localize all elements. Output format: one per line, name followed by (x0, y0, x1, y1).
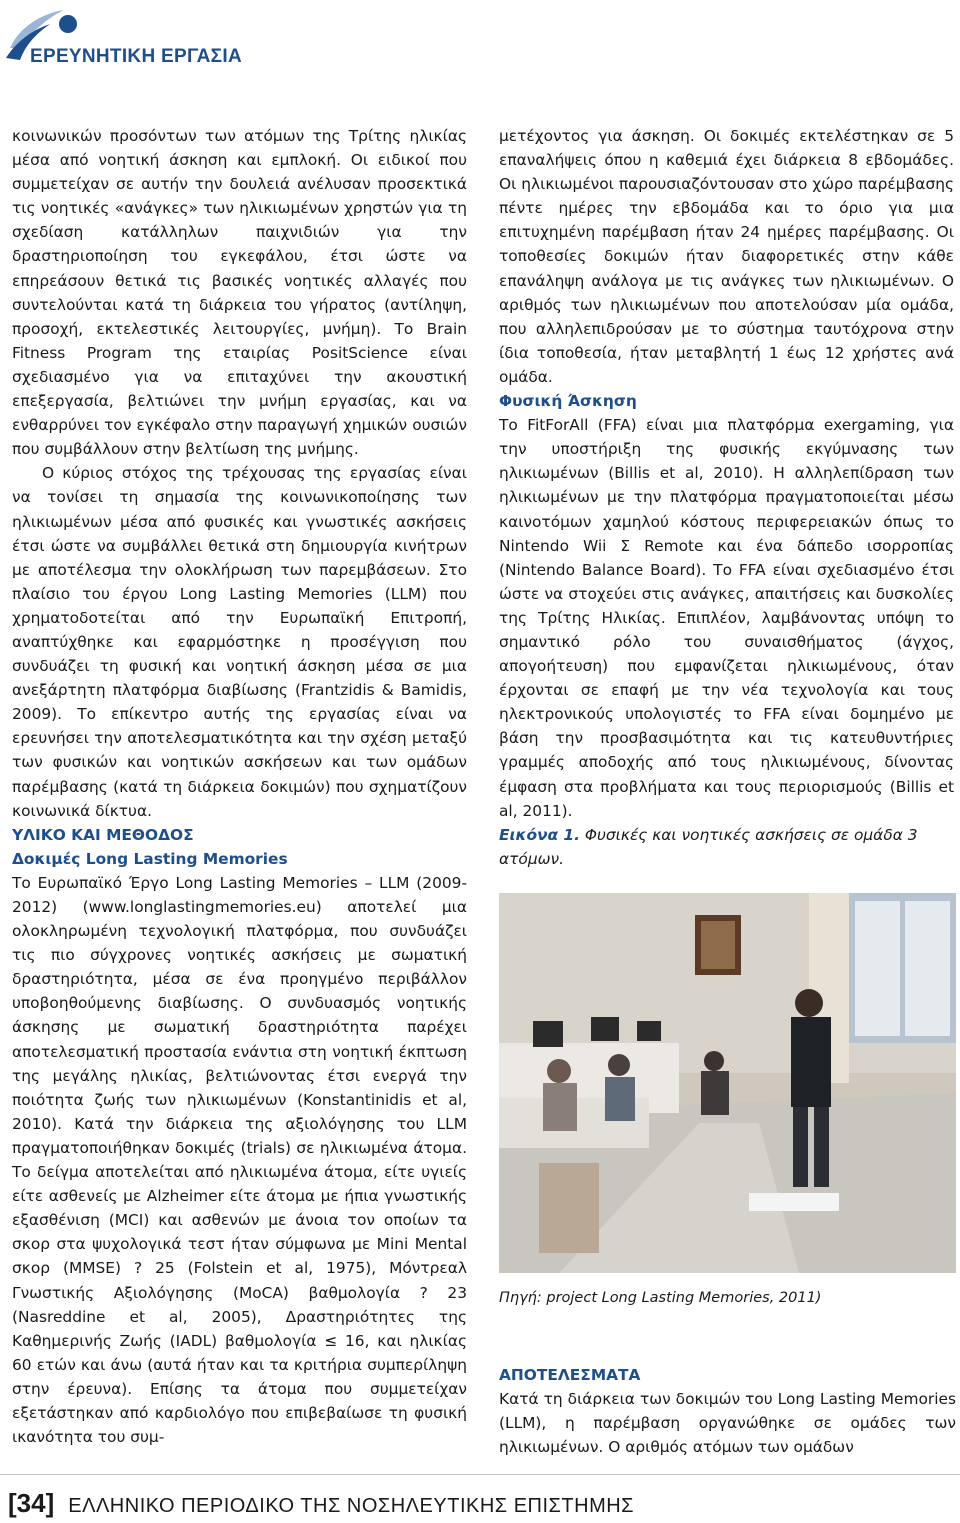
section-label: ΕΡΕΥΝΗΤΙΚΗ ΕΡΓΑΣΙΑ (30, 46, 242, 67)
subheading-trials: Δοκιμές Long Lasting Memories (12, 849, 288, 868)
photo-credit: Πηγή: project Long Lasting Memories, 2011) (499, 1290, 822, 1306)
results-paragraph: Κατά τη διάρκεια των δοκιμών του Long Lasting Memories (LLM), η παρέμβαση οργανώθηκε σε ομάδες των ηλικιωμένων. Ο αριθμός ατόμων των ομάδων (499, 1390, 956, 1457)
right-paragraph-1: μετέχοντος για άσκηση. Οι δοκιμές εκτελέστηκαν σε 5 επαναλήψεις όπου η καθεμιά έχει διάρκεια 8 εβδομάδες. Οι ηλικιωμένοι παρουσιαζόντουσαν στο χώρο παρέμβασης πέντε ημέρες την εβδομάδα και το όριο για μια επιτυχημένη παρέμβαση ήταν 24 ημέρες παρέμβασης. Οι τοποθεσίες δοκιμών ήταν διαφορετικές στην κάθε επανάληψη ανάλογα με τις ανάγκες των ηλικιωμένων. Ο αριθμός των ηλικιωμένων που αποτελούσαν μία ομάδα, που αλληλεπιδρούσαν με το σύστημα ταυτόχρονα στην ίδια τοποθεσία, ήταν μεταβλητή 1 έως 12 χρήστες ανά ομάδα. (499, 127, 954, 386)
right-paragraph-2: Το FitForAll (FFA) είναι μια πλατφόρμα exergaming, για την υποστήριξη της φυσικής εκγύμνασης των ηλικιωμένων (Billis et al, 2010). Η αλληλεπίδραση των ηλικιωμένων με την πλατφόρμα πραγματοποιείται μέσω καινοτόμων χαμηλού κόστους περιφερειακών όπως το Nintendo Wii Σ Remote και ένα δάπεδο ισορροπίας (Nintendo Balance Board). Το FFA είναι σχεδιασμένο έτσι ώστε να στοχεύει στις ανάγκες, απαιτήσεις και δυσκολίες της Τρίτης Ηλικίας. Επιπλέον, λαμβάνοντας υπόψη το σημαντικό ρόλο του συναισθήματος (άγχος, απογοήτευση) που εμφανίζεται ηλικιωμένους, όταν έρχονται σε επαφή με την νέα τεχνολογία και τους ηλεκτρονικούς υπολογιστές το FFA είναι δομημένο με βάση την προσβασιμότητα και τις κατευθυντήριες γραμμές αποδοχής από τους ηλικιωμένους, δίνοντας έμφαση στα προβλήματα και τους περιορισμούς (Billis et al, 2011). (499, 416, 954, 820)
results-section (499, 1363, 956, 1459)
left-paragraph-2: Ο κύριος στόχος της τρέχουσας της εργασίας είναι να τονίσει τη σημασία της κοινωνικοποίησης των ηλικιωμένων μέσα από φυσικές και γνωστικές ασκήσεις έτσι ώστε να συμβάλλει θετικά στη δημιουργία κινήτρων με αποτέλεσμα την ολοκλήρωση των παρεμβάσεων. Στο πλαίσιο του έργου Long Lasting Memories (LLM) που χρηματοδοτείται από την Ευρωπαϊκή Επιτροπή, αναπτύχθηκε και εφαρμόστηκε η προσέγγιση που συνδυάζει τη φυσική και νοητική άσκηση μέσα σε μια ανεξάρτητη πλατφόρμα διαβίωσης (Frantzidis & Bamidis, 2009). Το επίκεντρο αυτής της εργασίας είναι να ερευνήσει την αποτελεσματικότητα και την σχέση μεταξύ των φυσικών και νοητικών ασκήσεων και των ομάδων παρέμβασης (κατά τη διάρκεια δοκιμών) που σχηματίζουν κοινωνικά δίκτυα. (12, 464, 467, 820)
heading-methods: ΥΛΙΚΟ ΚΑΙ ΜΕΘΟΔΟΣ (12, 825, 194, 844)
figure-caption-text: Φυσικές και νοητικές ασκήσεις σε ομάδα 3 ατόμων. (499, 825, 918, 868)
page-footer (8, 1488, 634, 1519)
journal-name: ΕΛΛΗΝΙΚΟ ΠΕΡΙΟΔΙΚΟ ΤΗΣ ΝΟΣΗΛΕΥΤΙΚΗΣ ΕΠΙΣΤΗΜΗΣ (68, 1495, 635, 1517)
figure-photo (499, 893, 956, 1273)
heading-results: ΑΠΟΤΕΛΕΣΜΑΤΑ (499, 1366, 641, 1384)
figure-caption (499, 823, 954, 871)
left-paragraph-1: κοινωνικών προσόντων των ατόμων της Τρίτης ηλικίας μέσα από νοητική άσκηση και εμπλοκή. Οι ειδικοί που συμμετείχαν σε αυτήν την δουλειά ανέλυσαν προσεκτικά τις νοητικές «ανάγκες» των ηλικιωμένων χρηστών για τη σχεδίαση κατάλληλων παιχνιδιών για την δραστηριοποίηση του εγκεφάλου, έτσι ώστε να επηρεάσουν θετικά τις βασικές νοητικές αλλαγές που συντελούνται κατά τη διάρκεια του γήρατος (αντίληψη, προσοχή, εκτελεστικές λειτουργίες, μνήμη). Το Brain Fitness Program της εταιρίας PositScience είναι σχεδιασμένο για να επιταχύνει την ακουστική επεξεργασία, βελτιώνει την μνήμη εργασίας, και να ενθαρρύνει τον εγκέφαλο στην παραγωγή χημικών ουσιών που συμβάλλουν στην βελτίωση της μνήμης. (12, 127, 467, 459)
left-column (12, 124, 467, 1449)
heading-physical-exercise: Φυσική Άσκηση (499, 392, 637, 411)
right-column (499, 124, 954, 871)
footer-divider (0, 1474, 960, 1475)
left-paragraph-3: Το Ευρωπαϊκό Έργο Long Lasting Memories – LLM (2009-2012) (www.longlastingmemories.eu) αποτελεί μια ολοκληρωμένη τεχνολογική πλατφόρμα, που συνδυάζει τις πιο σύγχρονες νοητικές ασκήσεις με σωματική δραστηριότητα, μέσα σε ένα προηγμένο περιβάλλον υποβοηθούμενης διαβίωσης. Ο συνδυασμός νοητικής άσκησης με σωματική δραστηριότητα παρέχει αποτελεσματική προστασία ενάντια στη νοητική έκπτωση της μεγάλης ηλικίας, βελτιώνοντας έτσι ενεργά την ποιότητα ζωής των ηλικιωμένων (Konstantinidis et al, 2010). Κατά την διάρκεια της αξιολόγησης του LLM πραγματοποιήθηκαν δοκιμές (trials) σε ηλικιωμένα άτομα. Το δείγμα αποτελείται από ηλικιωμένα άτομα, είτε υγιείς είτε ασθενείς με Alzheimer είτε άτομα με ήπια γνωστικής εξασθένιση (MCI) και ασθενών με άνοια τον οποίων τα σκορ στα ψυχολογικά τεστ ήταν σύμφωνα με Mini Mental σκορ (MMSE) ? 25 (Folstein et al, 1975), Μόντρεαλ Γνωστικής Αξιολόγησης (MoCA) βαθμολογία ? 23 (Nasreddine et al, 2005), Δραστηριότητες της Καθημερινής Ζωής (IADL) βαθμολογία ≤ 16, και ηλικίας 60 ετών και άνω (αυτά ήταν και τα κριτήρια συμπερίληψη στην έρευνα). Επίσης τα άτομα που συμμετείχαν εξετάστηκαν από καρδιολόγο που επιβεβαίωσε τη φυσική ικανότητα του συμ- (12, 873, 467, 1447)
figure-number: Εικόνα 1. (499, 825, 580, 844)
page-number: [34] (8, 1488, 55, 1518)
